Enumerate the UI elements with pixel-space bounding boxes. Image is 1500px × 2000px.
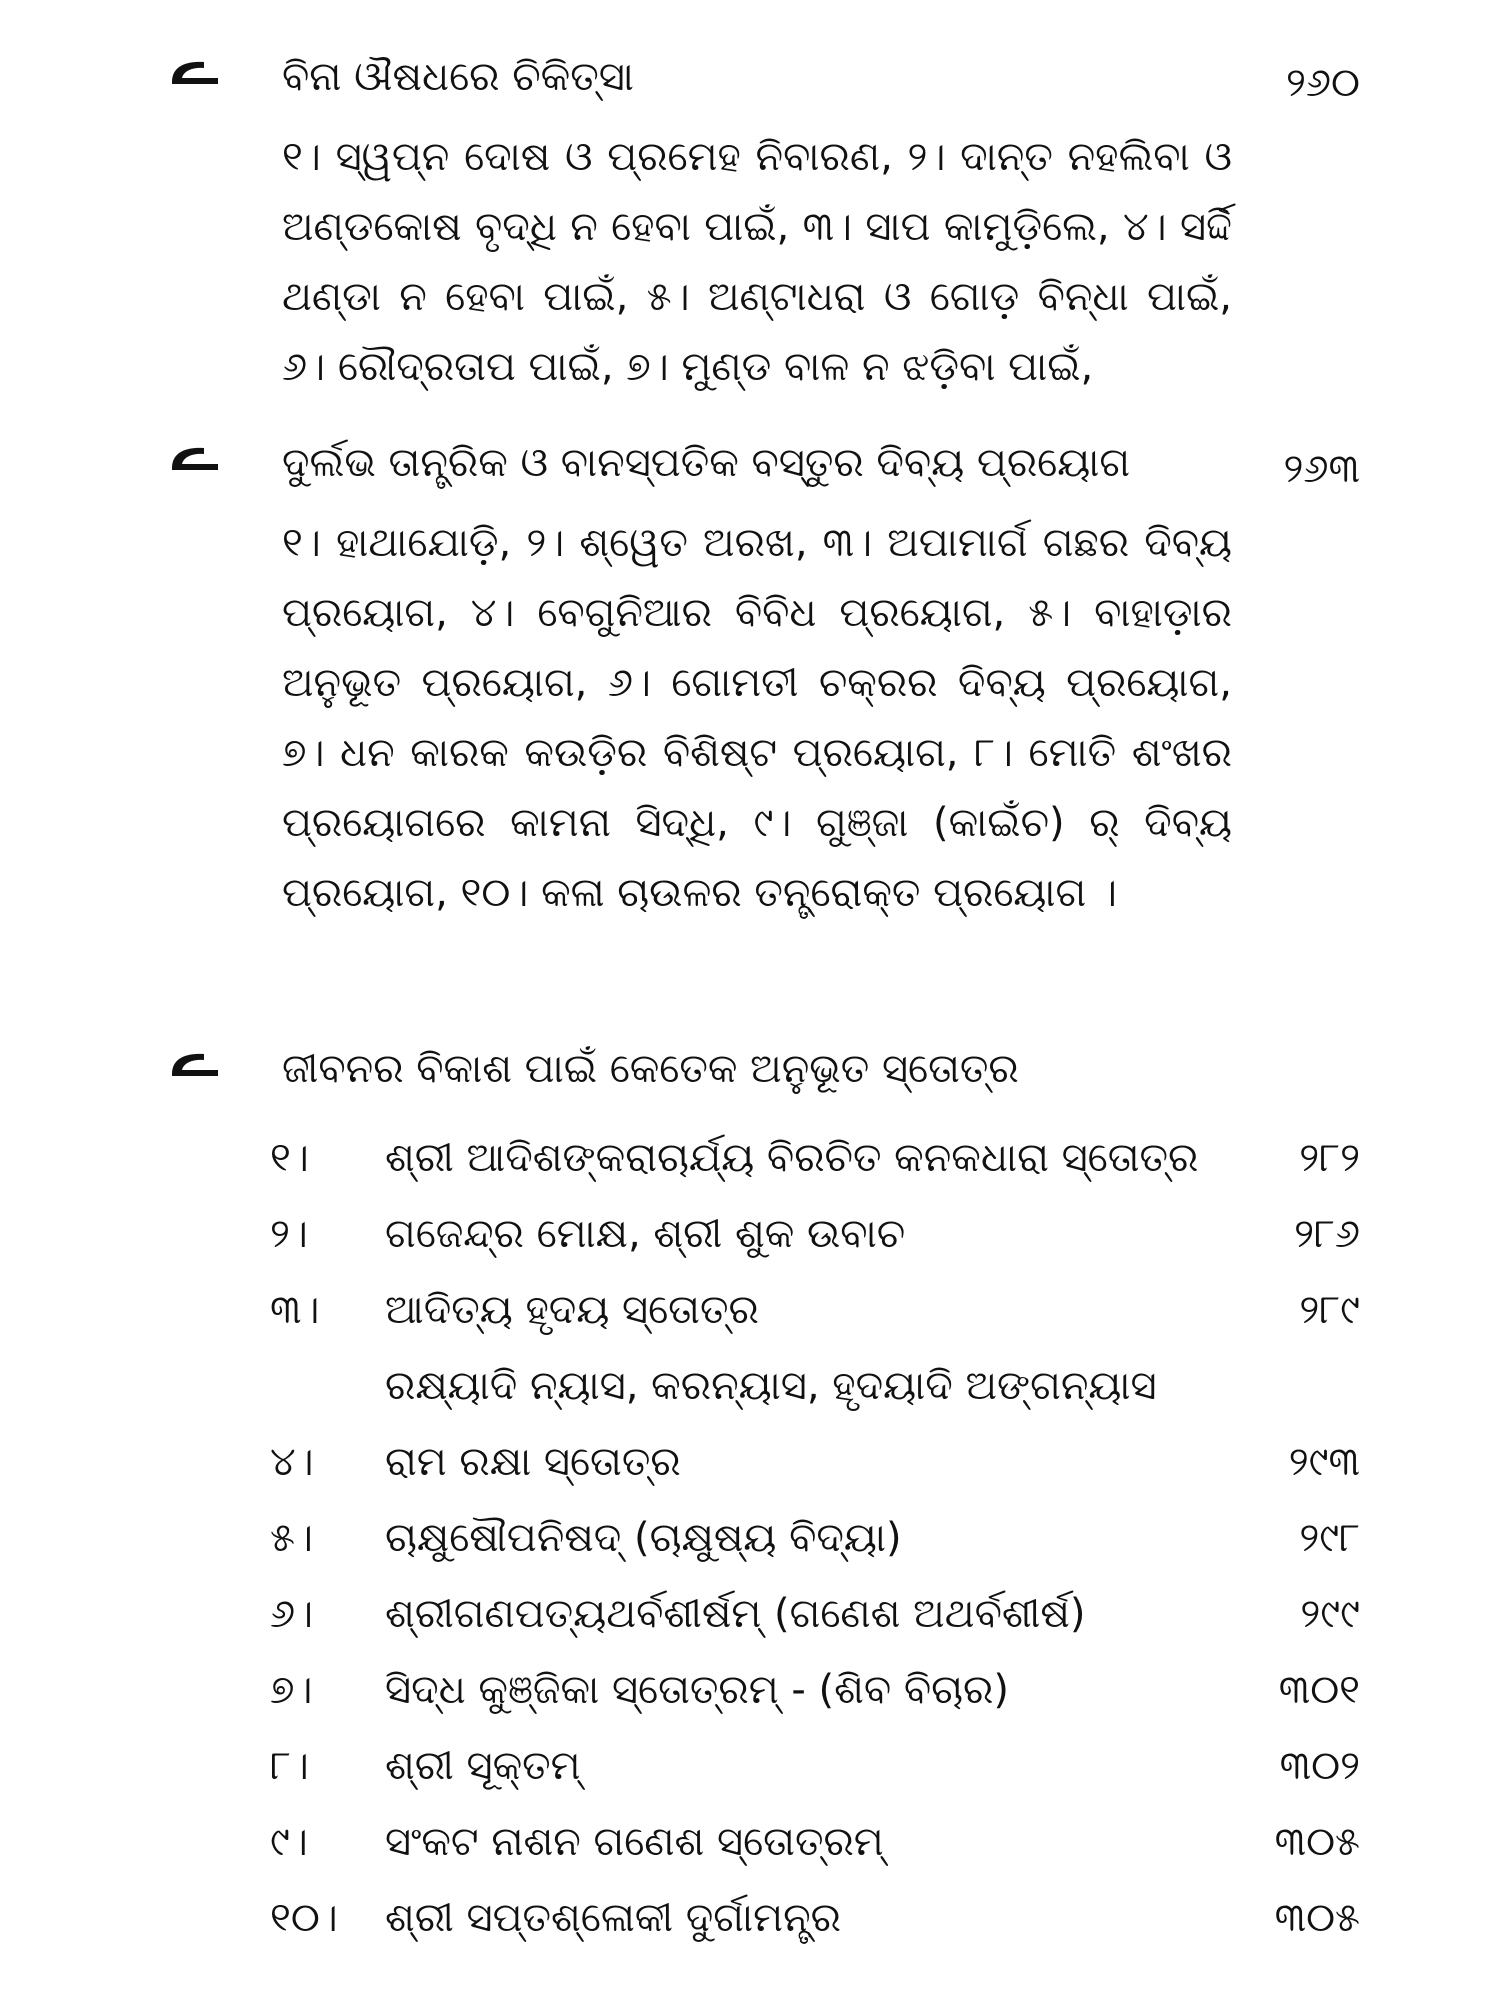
section-description: ୧। ହାଥାଯୋଡ଼ି, ୨। ଶ୍ୱେତ ଅରଖ, ୩। ଅପାମାର୍ଗ ଗଛର ଦିବ୍ୟ ପ୍ରୟୋଗ, ୪। ବେଗୁନିଆର ବିବିଧ ପ୍ରୟୋଗ, ୫। ବାହାଡ଼ାର ଅନୁଭୂତ ପ୍ରୟୋଗ, ୬। ଗୋମତୀ ଚକ୍ରର ଦିବ୍ୟ ପ୍ରୟୋଗ, ୭। ଧନ କାରକ କଉଡ଼ିର ବିଶିଷ୍ଟ ପ୍ରୟୋଗ, ୮। ମୋତି ଶଂଖର ପ୍ରୟୋଗରେ କାମନା ସିଦ୍ଧି, ୯। ଗୁଞ୍ଜା (କାଇଁଚ) ର୍ ଦିବ୍ୟ ପ୍ରୟୋଗ, ୧୦। କଳା ଚାଉଳର ତନ୍ତ୍ରୋକ୍ତ ପ୍ରୟୋଗ । [282, 520, 1232, 916]
entry-title: ଶ୍ରୀ ସୂକ୍ତମ୍ [385, 1743, 581, 1789]
entry-number: ୩। [270, 1287, 320, 1333]
entry-number: ୬। [270, 1591, 314, 1637]
entry-title: ଗଜେନ୍ଦ୍ର ମୋକ୍ଷ, ଶ୍ରୀ ଶୁକ ଉବାଚ [385, 1211, 906, 1257]
section-page-number: ୨୬୩ [1283, 446, 1360, 492]
entry-number: ୧୦। [270, 1895, 338, 1941]
entry-number: ୮। [270, 1743, 309, 1789]
entry-title: ଶ୍ରୀ ସପ୍ତଶ୍ଳୋକୀ ଦୁର୍ଗାମନ୍ତ୍ର [385, 1895, 841, 1941]
entry-title: ସିଦ୍ଧ କୁଞ୍ଜିକା ସ୍ତୋତ୍ରମ୍ - (ଶିବ ବିଚାର) [385, 1667, 1009, 1713]
section-description: ୧। ସ୍ୱପ୍ନ ଦୋଷ ଓ ପ୍ରମେହ ନିବାରଣ, ୨। ଦାନ୍ତ ନହଲିବା ଓ ଅଣ୍ଡକୋଷ ବୃଦ୍ଧି ନ ହେବା ପାଇଁ, ୩। ସାପ କାମୁଡ଼ିଲେ, ୪। ସର୍ଦ୍ଦି ଥଣ୍ଡା ନ ହେବା ପାଇଁ, ୫। ଅଣ୍ଟାଧରା ଓ ଗୋଡ଼ ବିନ୍ଧା ପାଇଁ, ୬। ରୌଦ୍ରତାପ ପାଇଁ, ୭। ମୁଣ୍ଡ ବାଳ ନ ଝଡ଼ିବା ପାଇଁ, [282, 134, 1232, 390]
bullet-icon [168, 1050, 222, 1078]
entry-title: ଶ୍ରୀ ଆଦିଶଙ୍କରାଚାର୍ଯ୍ୟ ବିରଚିତ କନକଧାରା ସ୍ତୋତ୍ର [385, 1135, 1199, 1181]
entry-page-number: ୩୦୧ [1278, 1667, 1360, 1713]
entry-title: ଆଦିତ୍ୟ ହୃଦୟ ସ୍ତୋତ୍ର [385, 1287, 759, 1333]
bullet-icon [168, 444, 222, 472]
entry-number: ୨। [270, 1211, 308, 1257]
section-page-number: ୨୬୦ [1286, 60, 1360, 106]
toc-entry [270, 1888, 1360, 1948]
entry-title: ରାମ ରକ୍ଷା ସ୍ତୋତ୍ର [385, 1439, 681, 1485]
entry-page-number: ୨୯୩ [1288, 1439, 1360, 1485]
entry-page-number: ୨୮୯ [1299, 1287, 1360, 1333]
entry-subtitle: ରକ୍ଷ୍ୟାଦି ନ୍ୟାସ, କରନ୍ୟାସ, ହୃଦୟାଦି ଅଙ୍ଗନ୍ୟାସ [385, 1363, 1157, 1409]
toc-entry [270, 1584, 1360, 1644]
toc-entry [270, 1280, 1360, 1340]
entry-title: ସଂକଟ ନାଶନ ଗଣେଶ ସ୍ତୋତ୍ରମ୍ [385, 1819, 884, 1865]
entry-title: ଚାକ୍ଷୁଷୌପନିଷଦ୍ (ଚାକ୍ଷୁଷ୍ୟ ବିଦ୍ୟା) [385, 1515, 902, 1561]
entry-number: ୧। [270, 1135, 309, 1181]
entry-page-number: ୨୯୮ [1299, 1515, 1360, 1561]
entry-page-number: ୩୦୫ [1274, 1819, 1360, 1865]
entry-page-number: ୩୦୨ [1279, 1743, 1360, 1789]
entry-number: ୭। [270, 1667, 313, 1713]
bullet-icon [168, 58, 222, 86]
entry-number: ୫। [270, 1515, 313, 1561]
section-heading: ଜୀବନର ବିକାଶ ପାଇଁ କେତେକ ଅନୁଭୂତ ସ୍ତୋତ୍ର [282, 1046, 1019, 1092]
section-heading: ବିନା ଔଷଧରେ ଚିକିତ୍ସା [282, 54, 634, 100]
toc-entry [270, 1128, 1360, 1188]
entry-number: ୯। [270, 1819, 308, 1865]
toc-entry [270, 1660, 1360, 1720]
entry-page-number: ୨୮୬ [1294, 1211, 1360, 1257]
entry-number: ୪। [270, 1439, 314, 1485]
toc-entry [270, 1204, 1360, 1264]
entry-page-number: ୨୮୨ [1299, 1135, 1360, 1181]
toc-entry [270, 1432, 1360, 1492]
section-heading: ଦୁର୍ଲଭ ତାନ୍ତ୍ରିକ ଓ ବାନସ୍ପତିକ ବସ୍ତୁର ଦିବ୍ୟ ପ୍ରୟୋଗ [282, 440, 1131, 486]
toc-entry [270, 1736, 1360, 1796]
toc-entry [270, 1508, 1360, 1568]
toc-entry [270, 1812, 1360, 1872]
entry-page-number: ୨୯୯ [1300, 1591, 1360, 1637]
entry-title: ଶ୍ରୀଗଣପତ୍ୟଥର୍ବଶୀର୍ଷମ୍ (ଗଣେଶ ଅଥର୍ବଶୀର୍ଷ) [385, 1591, 1086, 1637]
entry-page-number: ୩୦୫ [1274, 1895, 1360, 1941]
